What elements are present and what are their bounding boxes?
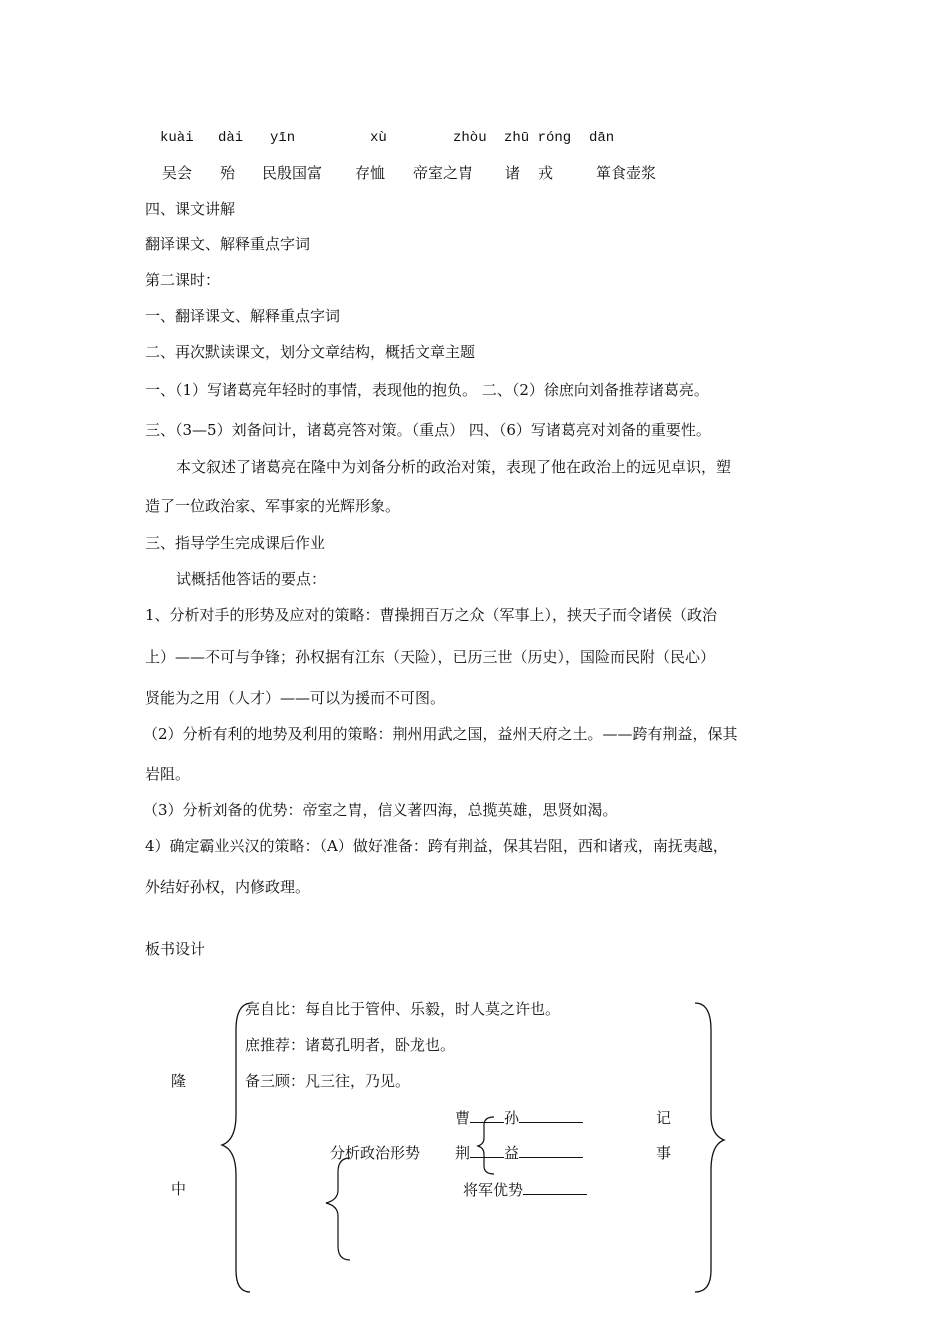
word-minyinguofu: 民殷国富 (262, 164, 323, 182)
line-point1-b: 上）——不可与争锋；孙权据有江东（天险），已历三世（历史），国险而民附（民心） (145, 648, 716, 666)
word-wuhui: 吴会 (162, 164, 193, 182)
right-big-brace (695, 1003, 724, 1292)
line-section4: 四、课文讲解 (145, 200, 236, 218)
line-structure-2: 三、（3—5）刘备问计，诸葛亮答对策。（重点） 四、（6）写诸葛亮对刘备的重要性。 (145, 421, 711, 439)
board-item-3: 备三顾：凡三往，乃见。 (245, 1072, 411, 1090)
pinyin-dai: dài (218, 130, 244, 146)
analysis-brace (326, 1158, 350, 1260)
line-point1-a: 1、分析对手的形势及应对的策略：曹操拥百万之众（军事上），挟天子而令诸侯（政治 (145, 606, 718, 624)
line-point4-a: 4）确定霸业兴汉的策略：（A）做好准备：跨有荆益，保其岩阻，西和诸戎，南抚夷越， (145, 837, 728, 855)
line-point2-b: 岩阻。 (145, 765, 191, 783)
word-rong: 戎 (538, 164, 554, 182)
line-step3: 三、指导学生完成课后作业 (145, 534, 326, 552)
pinyin-xu: xù (370, 130, 387, 146)
board-jing-row (455, 1143, 583, 1163)
word-zhu: 诸 (505, 164, 521, 182)
line-translate: 翻译课文、解释重点字词 (145, 235, 311, 253)
board-advantage: 将军优势 (463, 1181, 524, 1199)
line-step1: 一、翻译课文、解释重点字词 (145, 307, 341, 325)
board-yi: 益 (504, 1144, 520, 1162)
pinyin-zhou: zhòu (453, 130, 487, 146)
board-item-2: 庶推荐：诸葛孔明者，卧龙也。 (245, 1036, 456, 1054)
board-left-bottom: 中 (171, 1180, 187, 1198)
pinyin-kuai: kuài (160, 130, 194, 146)
jing-underline (470, 1143, 504, 1158)
line-point1-c: 贤能为之用（人才）——可以为援而不可图。 (145, 689, 446, 707)
board-heading: 板书设计 (145, 940, 206, 958)
line-point3: （3）分析刘备的优势：帝室之胄，信义著四海，总揽英雄，思贤如渴。 (143, 801, 618, 819)
yi-underline (519, 1143, 583, 1158)
word-dishizhizhou: 帝室之胄 (413, 164, 474, 182)
pinyin-yin: yīn (270, 130, 296, 146)
cao-underline (470, 1108, 504, 1123)
pinyin-zhurong: zhū róng (504, 130, 572, 146)
advantage-underline (523, 1180, 587, 1195)
board-cao: 曹 (455, 1109, 471, 1127)
line-point2-a: （2）分析有利的地势及利用的策略：荆州用武之国，益州天府之土。——跨有荆益，保其 (143, 725, 738, 743)
pinyin-dan: dān (589, 130, 615, 146)
board-sun: 孙 (504, 1109, 520, 1127)
board-cao-row (455, 1108, 583, 1128)
word-cunxu: 存恤 (355, 164, 386, 182)
board-left-top: 隆 (171, 1072, 187, 1090)
line-point4-b: 外结好孙权，内修政理。 (145, 878, 311, 896)
sun-underline (519, 1108, 583, 1123)
line-structure-1: 一、（1）写诸葛亮年轻时的事情，表现他的抱负。 二、（2）徐庶向刘备推荐诸葛亮。 (145, 381, 709, 399)
line-second-lesson: 第二课时： (145, 271, 221, 289)
board-jing: 荆 (455, 1144, 471, 1162)
board-right-bottom: 事 (656, 1144, 672, 1162)
word-dai: 殆 (220, 164, 236, 182)
line-question: 试概括他答话的要点： (176, 570, 327, 588)
board-right-top: 记 (656, 1109, 672, 1127)
line-theme-1: 本文叙述了诸葛亮在隆中为刘备分析的政治对策，表现了他在政治上的远见卓识，塑 (176, 458, 732, 476)
board-analysis-label: 分析政治形势 (330, 1144, 421, 1162)
word-danshihujiang: 箪食壶浆 (596, 164, 657, 182)
board-item-1: 亮自比：每自比于管仲、乐毅，时人莫之许也。 (245, 1000, 561, 1018)
line-theme-2: 造了一位政治家、军事家的光辉形象。 (145, 497, 401, 515)
line-step2: 二、再次默读课文，划分文章结构，概括文章主题 (145, 343, 476, 361)
board-advantage-row (463, 1180, 587, 1200)
